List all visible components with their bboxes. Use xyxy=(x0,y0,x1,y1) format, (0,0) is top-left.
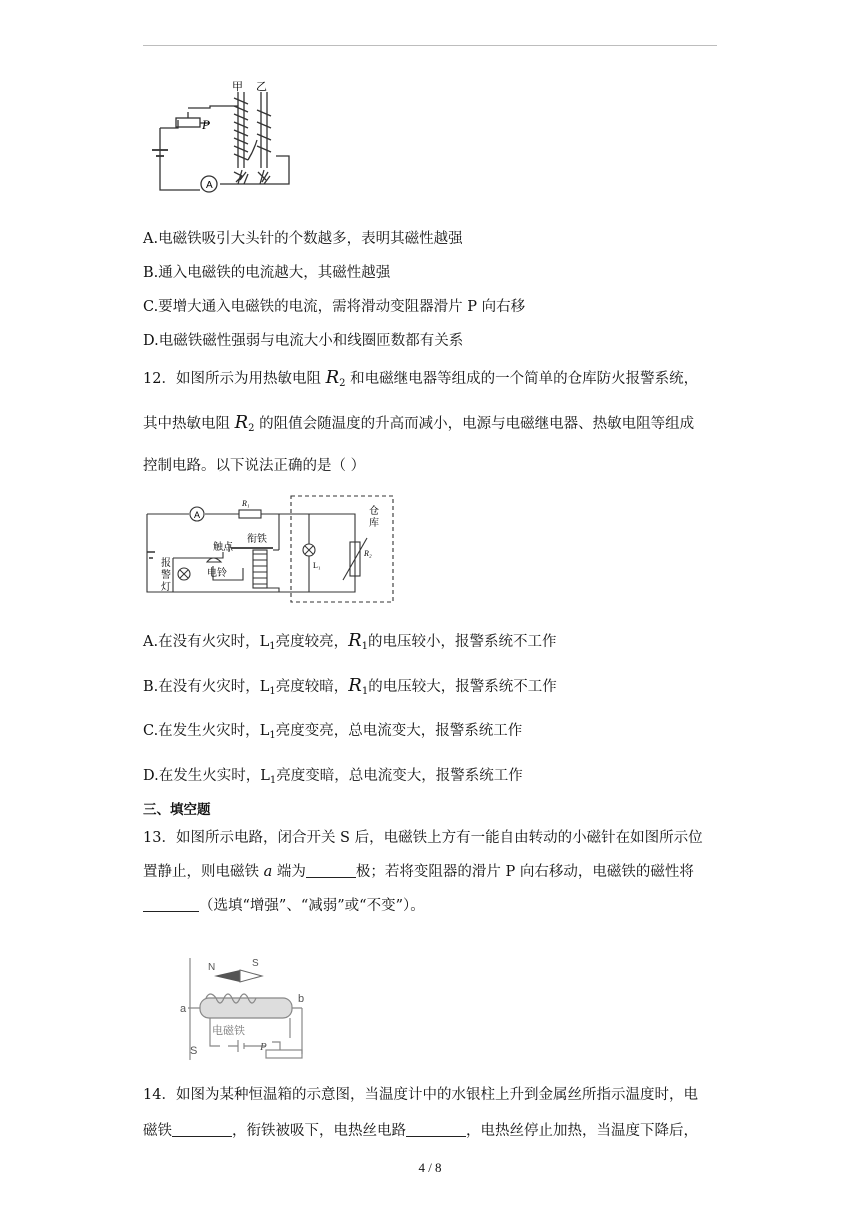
option-text: B.在没有火灾时， xyxy=(143,679,260,695)
q12-text: 12．如图所示为用热敏电阻 xyxy=(143,371,326,387)
q12-stem-line1 xyxy=(143,368,698,394)
armature-label: 衔铁 xyxy=(247,534,267,545)
header-rule xyxy=(143,45,717,46)
answer-blank[interactable] xyxy=(306,862,356,878)
q13-text: 端为 xyxy=(272,864,306,880)
end-a-label: a xyxy=(180,1003,187,1015)
end-b-label: b xyxy=(298,993,305,1005)
electromagnet-label: 电磁铁 xyxy=(212,1024,245,1037)
switch-label: S xyxy=(190,1045,198,1057)
label-jia: 甲 xyxy=(232,80,243,93)
q12-text: 和电磁继电器等组成的一个简单的仓库防火报警系统， xyxy=(345,371,699,387)
slider-label: P xyxy=(202,117,210,132)
q14-stem-line1: 14．如图为某种恒温箱的示意图，当温度计中的水银柱上升到金属丝所指示温度时，电 xyxy=(143,1087,698,1103)
electromagnet-figure xyxy=(148,80,296,198)
l1-symbol: L xyxy=(259,723,270,739)
r1-subscript: 1 xyxy=(361,641,369,652)
q13-text: 置静止，则电磁铁 xyxy=(143,864,264,880)
warehouse-label-1: 仓 xyxy=(369,506,379,517)
option-text: D.在发生火实时， xyxy=(143,768,261,784)
page-number: 4 / 8 xyxy=(418,1160,442,1175)
label-yi: 乙 xyxy=(256,80,267,93)
l1-subscript: 1 xyxy=(269,730,276,741)
alarm-lamp-label-3: 灯 xyxy=(161,582,171,593)
q12-text: 的阻值会随温度的升高而减小，电源与电磁继电器、热敏电阻等组成 xyxy=(254,416,695,432)
r1-label: R₁ xyxy=(242,499,250,508)
option-text: 亮度较亮， xyxy=(275,634,349,650)
r1-subscript: 1 xyxy=(361,686,369,697)
q12-option-b xyxy=(143,676,557,702)
q13-text: 极；若将变阻器的滑片 P 向右移动，电磁铁的磁性将 xyxy=(355,864,694,880)
option-text: 亮度变亮，总电流变大，报警系统工作 xyxy=(275,723,523,739)
q13-text: （选填“增强”、“减弱”或“不变”）。 xyxy=(199,898,425,914)
q12-option-a xyxy=(143,631,557,657)
option-text: 的电压较大，报警系统不工作 xyxy=(368,679,557,695)
q12-option-d xyxy=(143,766,523,791)
answer-blank[interactable] xyxy=(172,1121,232,1137)
q11-option-b: B.通入电磁铁的电流越大，其磁性越强 xyxy=(143,265,391,281)
l1-subscript: 1 xyxy=(269,641,276,652)
electromagnet-compass-figure xyxy=(170,950,320,1076)
q12-stem-line2 xyxy=(143,413,694,439)
q13-stem-line3 xyxy=(143,896,425,916)
l1-symbol: L xyxy=(260,768,270,784)
q14-text: ，衔铁被吸下，电热丝电路 xyxy=(232,1123,406,1139)
lamp-l1-label: L₁ xyxy=(313,561,321,570)
answer-blank[interactable] xyxy=(143,896,199,912)
r2-subscript: 2 xyxy=(339,378,346,389)
needle-s-label: S xyxy=(252,958,259,969)
alarm-lamp-label-1: 报 xyxy=(161,558,171,569)
q12-text: 其中热敏电阻 xyxy=(143,416,235,432)
slider-label: P xyxy=(260,1041,267,1053)
fire-alarm-circuit-figure xyxy=(143,492,398,606)
q11-option-d: D.电磁铁磁性强弱与电流大小和线圈匝数都有关系 xyxy=(143,333,464,349)
q13-stem-line2 xyxy=(143,862,694,882)
ammeter-label: A xyxy=(206,180,213,191)
r2-subscript: 2 xyxy=(248,423,255,434)
ammeter-label: A xyxy=(194,510,201,520)
l1-symbol: L xyxy=(259,634,270,650)
section-heading: 三、填空题 xyxy=(143,802,211,818)
l1-subscript: 1 xyxy=(269,775,277,786)
r2-symbol: R xyxy=(325,367,340,388)
r2-symbol: R xyxy=(234,412,249,433)
r2-label: R₂ xyxy=(364,549,372,558)
option-text: 亮度较暗， xyxy=(275,679,349,695)
q11-option-c: C.要增大通入电磁铁的电流，需将滑动变阻器滑片 P 向右移 xyxy=(143,299,526,315)
needle-n-label: N xyxy=(208,962,216,973)
l1-symbol: L xyxy=(259,679,270,695)
end-a-symbol: a xyxy=(263,864,273,880)
contact-label: 触点 xyxy=(213,542,233,553)
l1-subscript: 1 xyxy=(269,686,276,697)
bell-label: 电铃 xyxy=(207,568,227,579)
option-text: 亮度变暗，总电流变大，报警系统工作 xyxy=(276,768,523,784)
warehouse-label-2: 库 xyxy=(369,518,379,529)
alarm-lamp-label-2: 警 xyxy=(161,570,171,581)
q14-stem-line2 xyxy=(143,1121,698,1141)
q14-text: 磁铁 xyxy=(143,1123,172,1139)
q13-stem-line1: 13．如图所示电路，闭合开关 S 后，电磁铁上方有一能自由转动的小磁针在如图所示位 xyxy=(143,830,703,846)
q12-stem-line3: 控制电路。以下说法正确的是（ ） xyxy=(143,458,366,474)
q12-option-c xyxy=(143,721,522,746)
q14-text: ，电热丝停止加热，当温度下降后， xyxy=(466,1123,698,1139)
r1-symbol: R xyxy=(348,675,362,696)
option-text: A.在没有火灾时， xyxy=(143,634,260,650)
q11-option-a: A.电磁铁吸引大头针的个数越多，表明其磁性越强 xyxy=(143,231,463,247)
option-text: 的电压较小，报警系统不工作 xyxy=(368,634,557,650)
answer-blank[interactable] xyxy=(406,1121,466,1137)
r1-symbol: R xyxy=(348,630,362,651)
option-text: C.在发生火灾时， xyxy=(143,723,260,739)
